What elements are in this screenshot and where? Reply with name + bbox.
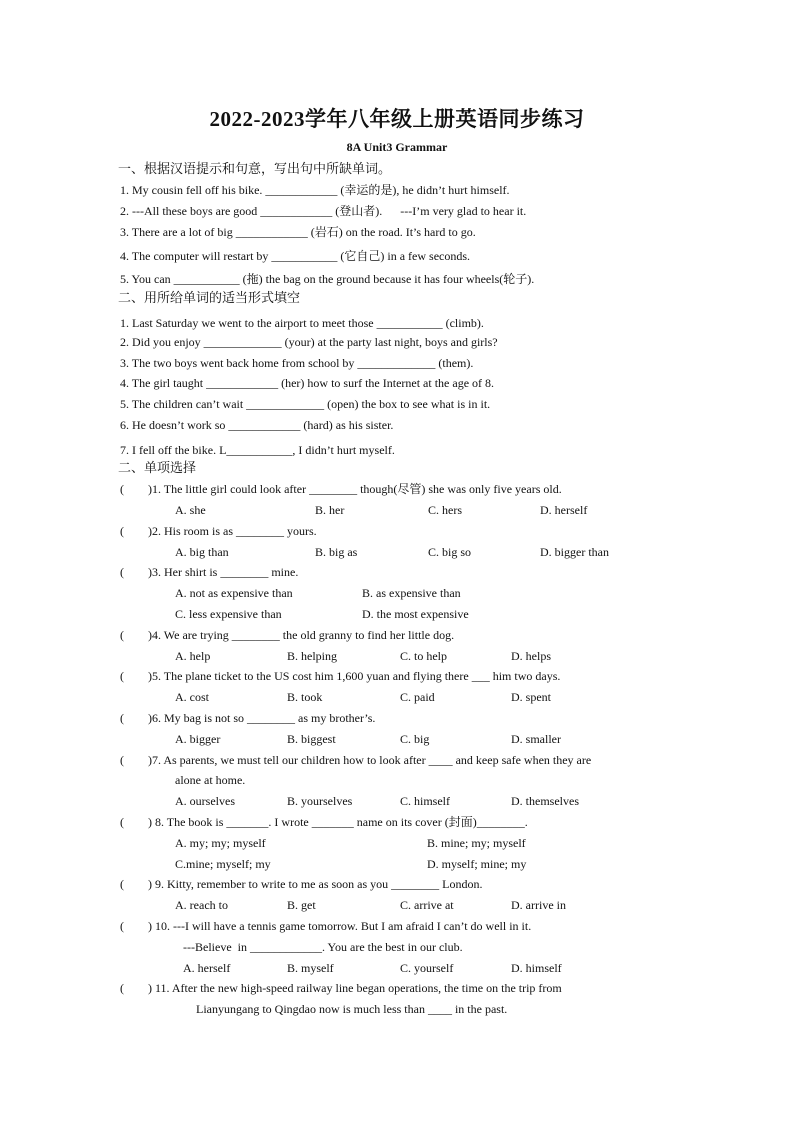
q4-option-b: B. helping [287, 649, 337, 663]
q10-option-d: D. himself [511, 961, 562, 975]
s1-item-5: 5. You can ___________ (拖) the bag on the ground because it has four wheels(轮子). [120, 272, 535, 286]
q2-option-c: C. big so [428, 545, 472, 559]
s2-item-7: 7. I fell off the bike. L___________, I didn’t hurt myself. [120, 443, 395, 457]
q4-option-a: A. help [175, 649, 211, 663]
q3-option-a: A. not as expensive than [175, 586, 293, 600]
q9-option-d: D. arrive in [511, 898, 566, 912]
q1-option-c: C. hers [428, 503, 462, 517]
q11-stem: ( ) 11. After the new high-speed railway line began operations, the time on the trip from [120, 981, 562, 995]
q10-option-a: A. herself [183, 961, 231, 975]
q8-option-d: D. myself; mine; my [427, 857, 527, 871]
q9-stem: ( ) 9. Kitty, remember to write to me as soon as you ________ London. [120, 877, 483, 891]
q5-option-c: C. paid [400, 690, 435, 704]
q2-option-a: A. big than [175, 545, 229, 559]
q8-stem: ( ) 8. The book is _______. I wrote _______ name on its cover (封面)________. [120, 815, 528, 829]
q1-option-d: D. herself [540, 503, 588, 517]
page-title: 2022-2023学年八年级上册英语同步练习 [209, 107, 585, 131]
q3-stem: ( )3. Her shirt is ________ mine. [120, 565, 299, 579]
s2-item-5: 5. The children can’t wait _____________ (open) the box to see what is in it. [120, 397, 491, 411]
q3-option-c: C. less expensive than [175, 607, 282, 621]
q2-option-b: B. big as [315, 545, 358, 559]
s2-item-6: 6. He doesn’t work so ____________ (hard) as his sister. [120, 418, 394, 432]
q5-option-b: B. took [287, 690, 323, 704]
q6-option-d: D. smaller [511, 732, 561, 746]
q10-stem: ( ) 10. ---I will have a tennis game tomorrow. But I am afraid I can’t do well in it. [120, 919, 532, 933]
q3-option-b: B. as expensive than [362, 586, 461, 600]
section-2-heading: 二、用所给单词的适当形式填空 [118, 290, 301, 305]
q6-stem: ( )6. My bag is not so ________ as my brother’s. [120, 711, 376, 725]
q1-option-a: A. she [175, 503, 206, 517]
q1-option-b: B. her [315, 503, 345, 517]
q9-option-a: A. reach to [175, 898, 228, 912]
q7-stem-cont: alone at home. [175, 773, 246, 787]
q3-option-d: D. the most expensive [362, 607, 469, 621]
q9-option-c: C. arrive at [400, 898, 454, 912]
q4-stem: ( )4. We are trying ________ the old granny to find her little dog. [120, 628, 455, 642]
q7-option-c: C. himself [400, 794, 450, 808]
q5-option-d: D. spent [511, 690, 551, 704]
q2-option-d: D. bigger than [540, 545, 609, 559]
q8-option-a: A. my; my; myself [175, 836, 266, 850]
q6-option-c: C. big [400, 732, 430, 746]
q11-stem-cont: Lianyungang to Qingdao now is much less than ____ in the past. [196, 1002, 508, 1016]
q10-stem-cont: ---Believe in ____________. You are the best in our club. [183, 940, 463, 954]
s2-item-1: 1. Last Saturday we went to the airport to meet those ___________ (climb). [120, 316, 484, 330]
q8-option-c: C.mine; myself; my [175, 857, 271, 871]
q1-stem: ( )1. The little girl could look after ________ though(尽管) she was only five years old. [120, 482, 562, 496]
q6-option-a: A. bigger [175, 732, 221, 746]
q7-option-b: B. yourselves [287, 794, 353, 808]
s1-item-4: 4. The computer will restart by ___________ (它自己) in a few seconds. [120, 249, 471, 263]
page-subtitle: 8A Unit3 Grammar [346, 140, 448, 154]
q7-option-a: A. ourselves [175, 794, 235, 808]
section-3-heading: 二、单项选择 [118, 460, 197, 475]
s2-item-4: 4. The girl taught ____________ (her) how to surf the Internet at the age of 8. [120, 376, 495, 390]
q5-stem: ( )5. The plane ticket to the US cost him 1,600 yuan and flying there ___ him two days. [120, 669, 561, 683]
s1-item-1: 1. My cousin fell off his bike. ____________ (幸运的是), he didn’t hurt himself. [120, 183, 510, 197]
s2-item-3: 3. The two boys went back home from school by _____________ (them). [120, 356, 474, 370]
q7-option-d: D. themselves [511, 794, 579, 808]
q8-option-b: B. mine; my; myself [427, 836, 526, 850]
q4-option-d: D. helps [511, 649, 551, 663]
s1-item-3: 3. There are a lot of big ____________ (岩石) on the road. It’s hard to go. [120, 225, 476, 239]
q10-option-b: B. myself [287, 961, 334, 975]
q2-stem: ( )2. His room is as ________ yours. [120, 524, 317, 538]
q9-option-b: B. get [287, 898, 316, 912]
q4-option-c: C. to help [400, 649, 447, 663]
s2-item-2: 2. Did you enjoy _____________ (your) at the party last night, boys and girls? [120, 335, 498, 349]
section-1-heading: 一、根据汉语提示和句意，写出句中所缺单词。 [118, 161, 392, 176]
q5-option-a: A. cost [175, 690, 209, 704]
q6-option-b: B. biggest [287, 732, 336, 746]
q10-option-c: C. yourself [400, 961, 454, 975]
q7-stem: ( )7. As parents, we must tell our children how to look after ____ and keep safe when they are [120, 753, 592, 767]
s1-item-2: 2. ---All these boys are good ____________ (登山者). ---I’m very glad to hear it. [120, 204, 527, 218]
